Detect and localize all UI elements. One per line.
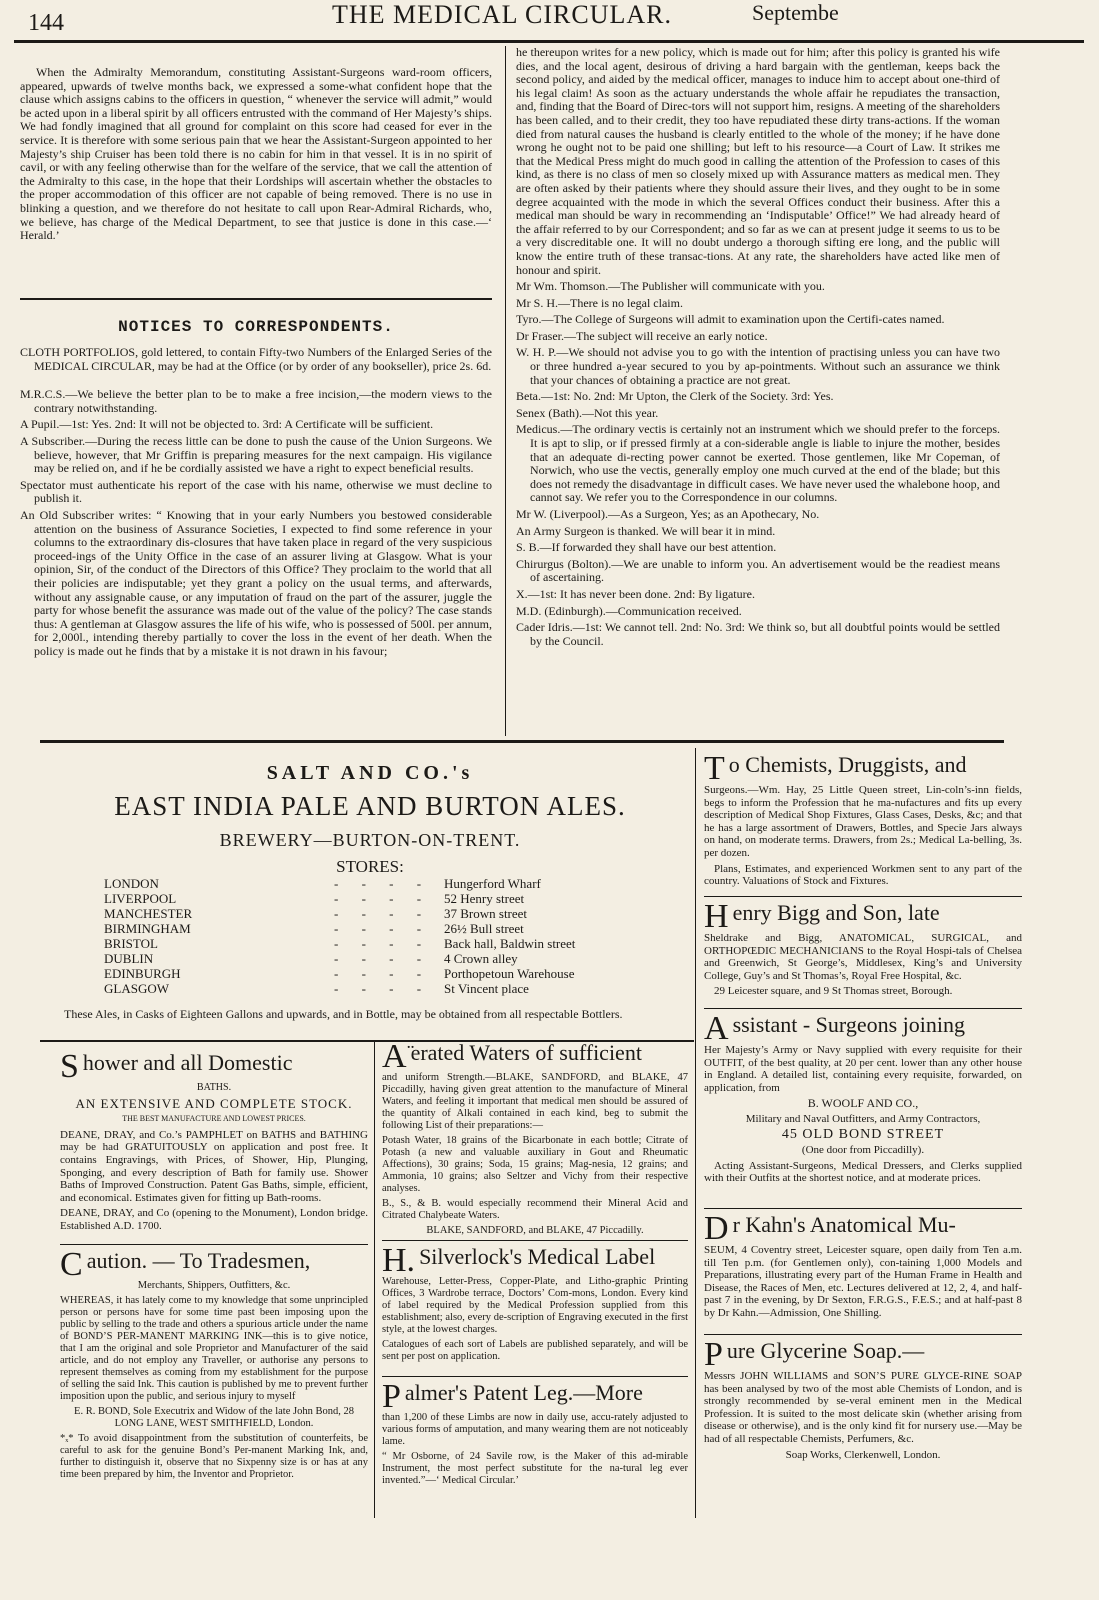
notice-item: M.D. (Edinburgh).—Communication received. <box>516 603 742 618</box>
notice-item: An Army Surgeon is thanked. We will bear it in mind. <box>516 523 776 538</box>
drop-cap: P <box>382 1378 401 1415</box>
portfolio-notice: CLOTH PORTFOLIOS, gold lettered, to contain Fifty-two Numbers of the Enlarged Series of the MEDICAL CIRCULAR, may be had at the Office (or by order of any bookseller), price 2s. 6d. <box>20 345 492 373</box>
column-divider <box>505 46 506 736</box>
store-row: DUBLIN - - - - 4 Crown alley <box>104 951 518 966</box>
ad-rule <box>60 1244 368 1245</box>
store-row: MANCHESTER - - - - 37 Brown street <box>104 906 528 921</box>
assistant-surgeons-ad <box>704 1012 1022 1188</box>
notice-item: Senex (Bath).—Not this year. <box>516 405 659 420</box>
advertisement-rule <box>40 740 1004 743</box>
assistant-ad-title: ssistant - Surgeons joining <box>732 1012 966 1037</box>
notice-item: X.—1st: It has never been done. 2nd: By ligature. <box>516 586 755 601</box>
header-rule <box>14 40 1084 43</box>
shower-ad-title: hower and all Domestic <box>82 1050 293 1075</box>
store-row: EDINBURGH - - - - Porthopetoun Warehouse <box>104 966 575 981</box>
notice-item: Beta.—1st: No. 2nd: Mr Upton, the Clerk of the Society. 3rd: Yes. <box>516 389 834 404</box>
silverlock-ad-body: Warehouse, Letter-Press, Copper-Plate, and Litho-graphic Printing Offices, 3 Wardrobe terrace, Doctors’ Com-mons, London. Every kind of label required by the Medical Profession supplied from this establishment; also, every de-scription of Engraving executed in the first style, at the lowest charges. Catalogues of each sort of Labels are published separately, and will be sent per post on application. <box>382 1276 688 1362</box>
aerated-waters-ad <box>382 1040 688 1240</box>
notice-item: M.R.C.S.—We believe the better plan to be to make a free incision,—the modern views to the contrary notwithstanding. <box>20 387 492 415</box>
salt-ad-subtitle: EAST INDIA PALE AND BURTON ALES. <box>114 791 626 821</box>
notice-item: Dr Fraser.—The subject will receive an early notice. <box>516 328 768 343</box>
silverlock-ad-title: Silverlock's Medical Label <box>419 1244 656 1269</box>
bigg-ad-body: Sheldrake and Bigg, ANATOMICAL, SURGICAL, and ORTHOPŒDIC MECHANICIANS to the Royal Hospi-tals of Chelsea and Greenwich, St George’s, Middlesex, King’s and University College, Guy’s and St Thomas’s, Royal Free Hospital, &c. 29 Leicester square, and 9 St Thomas street, Borough. <box>704 932 1022 998</box>
ad-column-divider <box>695 748 696 1518</box>
notices-left-column <box>20 346 492 661</box>
drop-cap: A <box>704 1010 729 1047</box>
drop-cap: P <box>704 1336 723 1373</box>
drop-cap: S <box>60 1048 79 1085</box>
stores-list <box>104 876 684 996</box>
store-row: BIRMINGHAM - - - - 26½ Bull street <box>104 921 524 936</box>
salt-ad <box>60 762 680 877</box>
drop-cap: H. <box>382 1242 416 1279</box>
salt-ad-brewery: BREWERY—BURTON-ON-TRENT. <box>219 830 521 850</box>
notice-item: Cader Idris.—1st: We cannot tell. 2nd: No. 3rd: We think so, but all doubtful points would be settled by the Council. <box>516 620 1000 648</box>
silverlock-ad <box>382 1244 688 1366</box>
notice-item: A Pupil.—1st: Yes. 2nd: It will not be objected to. 3rd: A Certificate will be sufficient. <box>20 417 434 432</box>
kahn-ad <box>704 1212 1022 1320</box>
ad-rule <box>704 1208 1022 1209</box>
caution-ad-title: aution. — To Tradesmen, <box>86 1248 311 1273</box>
palmer-ad <box>382 1380 688 1490</box>
article-rule <box>20 298 492 300</box>
drop-cap: C <box>60 1246 83 1283</box>
notice-item: S. B.—If forwarded they shall have our best attention. <box>516 540 777 555</box>
drop-cap: T <box>704 750 725 787</box>
glycerine-ad <box>704 1338 1022 1464</box>
notice-continuation: he thereupon writes for a new policy, which is made out for him; after this policy is granted his wife dies, and the local agent, desirous of driving a hard bargain with the gentleman, keeps back the second policy, and aided by the medical officer, manages to induce him to accept about one-third of his legal claim! As soon as the actuary understands the whole affair he repudiates the transaction, and, finding that the Board of Direc-tors will not support him, resigns. A meeting of the shareholders has been called, and to their credit, they too have repudiated these dirty trans-actions. If the woman died from natural causes the husband is clearly entitled to the whole of the money; if he have done wrong he ought not to be paid one shilling; but left to his resource—a Court of Law. It strikes me that the Medical Press might do much good in calling the attention of the Profession to cases of this kind, as there is no class of men so closely mixed up with Assurance matters as medical men. They are often asked by their patients where they should assure their lives, and they ought to be in some degree acquainted with the mode in which the several Offices conduct their business. After this a medical man should be wary in recommending an ‘Indisputable’ Office!” We had already heard of the affair referred to by our Correspondent; and so far as we can at present judge it seems to us to be a very discreditable one. It will no doubt undergo a thorough sifting ere long, and the public will know the entire truth of these transac-tions. At any rate, the shareholders have acted like men of honour and spirit. <box>516 45 1000 277</box>
notice-item: Mr W. (Liverpool).—As a Surgeon, Yes; as an Apothecary, No. <box>516 507 820 521</box>
glycerine-ad-body: Messrs JOHN WILLIAMS and SON’S PURE GLYCE-RINE SOAP has been analysed by two of the most able Chemists of London, and is strongly recommended by se-veral eminent men in the Medical Profession. It is suited to the most delicate skin (whether arising from disease or otherwise), and is the only kind fit for nursery use.—May be had of all respectable Chemists, Perfumers, &c. Soap Works, Clerkenwell, London. <box>704 1370 1022 1461</box>
notice-item: Mr Wm. Thomson.—The Publisher will communicate with you. <box>516 279 825 294</box>
kahn-ad-title: r Kahn's Anatomical Mu- <box>732 1212 956 1237</box>
chemists-ad <box>704 752 1022 891</box>
palmer-ad-body: than 1,200 of these Limbs are now in daily use, accu-rately adjusted to various forms of amputation, and many wearing them are not noticeably lame. “ Mr Osborne, of 24 Savile row, is the Maker of this ad-mirable Instrument, the most perfect substitute for the na-tural leg ever invented.”—‘ Medical Circular.’ <box>382 1412 688 1486</box>
store-row: LONDON - - - - Hungerford Wharf <box>104 876 541 891</box>
ad-rule <box>704 1334 1022 1335</box>
notices-right-column <box>516 46 1000 651</box>
salt-ad-footer: These Ales, in Casks of Eighteen Gallons and upwards, and in Bottle, may be obtained from all respectable Bottlers. <box>64 1007 623 1021</box>
drop-cap: H <box>704 898 729 935</box>
ad-rule <box>382 1240 688 1241</box>
store-row: BRISTOL - - - - Back hall, Baldwin street <box>104 936 576 951</box>
shower-ad <box>60 1050 368 1236</box>
ad-rule <box>382 1376 688 1377</box>
salt-ad-stores-label: STORES: <box>336 857 404 876</box>
notice-item: Tyro.—The College of Surgeons will admit to examination upon the Certifi-cates named. <box>516 312 945 327</box>
shower-ad-body: BATHS. AN EXTENSIVE AND COMPLETE STOCK. THE BEST MANUFACTURE AND LOWEST PRICES. DEANE, DRAY, and Co.’s PAMPHLET on BATHS and BATHING may be had GRATUITOUSLY on application and post free. It contains Engravings, with Prices, of Shower, Hip, Plunging, Sponging, and every description of Bath for family use. Shower Baths of Improved Construction. Patent Gas Baths, simple, efficient, and economical. Estimates given for fitting up Bath-rooms. DEANE, DRAY, and Co (opening to the Monument), London bridge. Established A.D. 1700. <box>60 1082 368 1232</box>
chemists-ad-title: o Chemists, Druggists, and <box>728 752 967 777</box>
bigg-ad <box>704 900 1022 1001</box>
bigg-ad-title: enry Bigg and Son, late <box>732 900 940 925</box>
notice-item: A Subscriber.—During the recess little can be done to push the cause of the Union Surgeons. We believe, however, that Mr Griffin is preparing measures for the next campaign. His vigilance may be relied on, and if he be cordially assisted we have a right to expect beneficial results. <box>20 433 492 476</box>
aerated-ad-body: and uniform Strength.—BLAKE, SANDFORD, and BLAKE, 47 Piccadilly, having given great attention to the manufacture of Mineral Waters, and feeling it important that medical men should be assured of the quantity of Alkali contained in each kind, beg to submit the following List of their preparations:— Potash Water, 18 grains of the Bicarbonate in each bottle; Citrate of Potash (a new and valuable auxiliary in Gout and Rheumatic Affections), 30 grains; Soda, 15 grains; Mag-nesia, 12 grains; and Ammonia, 10 grains; also Seltzer and Vichy from their respective analyses. B., S., & B. would especially recommend their Mineral Acid and Citrated Chalybeate Waters. BLAKE, SANDFORD, and BLAKE, 47 Piccadilly. <box>382 1072 688 1236</box>
notice-item: Mr S. H.—There is no legal claim. <box>516 295 683 310</box>
masthead-date: Septembe <box>752 0 839 25</box>
caution-ad-body: Merchants, Shippers, Outfitters, &c. WHEREAS, it has lately come to my knowledge that some unprincipled person or persons have for some time past been imposing upon the public by selling to the trade and others a spurious article under the name of BOND’S PER-MANENT MARKING INK—this is to give notice, that I am the original and sole Proprietor and Manufacturer of the said article, and do not employ any Traveller, or authorise any persons to represent themselves as coming from my establishment for the purpose of selling the said Ink. This caution is published by me to prevent further imposition upon the public, and serious injury to myself E. R. BOND, Sole Executrix and Widow of the late John Bond, 28 LONG LANE, WEST SMITHFIELD, London. *ₓ* To avoid disappointment from the substitution of counterfeits, be careful to ask for the genuine Bond’s Per-manent Marking Ink, and, further to distinguish it, observe that no Sixpenny size is or has at any time been prepared by him, the Inventor and Proprietor. <box>60 1280 368 1480</box>
notices-heading: NOTICES TO CORRESPONDENTS. <box>118 318 394 336</box>
page-number: 144 <box>28 10 64 36</box>
drop-cap: D <box>704 1210 729 1247</box>
glycerine-ad-title: ure Glycerine Soap.— <box>726 1338 925 1363</box>
masthead-title: THE MEDICAL CIRCULAR. <box>332 0 672 29</box>
admiralty-article: When the Admiralty Memorandum, constituting Assistant-Surgeons ward-room officers, appeared, upwards of twelve months back, we expressed a some-what confident hope that the clause which assigns cabins to the officers in question, “ whenever the service will admit,” would be acted upon in a liberal spirit by all officers entrusted with the command of Her Majesty’s ships. We had fondly imagined that all ground for complaint on this score had ceased for ever in the service. It is therefore with some serious pain that we hear the Assistant-Surgeon appointed to her Majesty’s ship Cruiser has been told there is no cabin for him in that vessel. It is in no spirit of cavil, or with any feeling otherwise than for the welfare of the service, that we call the attention of the Admiralty to this case, in the hope that their Lordships will ascertain whether the obstacles to the proper accommodation of this officer are not capable of being removed. There is no use in blinking a question, and we therefore do not hesitate to call upon Rear-Admiral Richards, who, we believe, has charge of the Medical Department, to see that justice is done in this case.—‘ Herald.’ <box>20 65 492 243</box>
palmer-ad-title: almer's Patent Leg.—More <box>404 1380 643 1405</box>
kahn-ad-body: SEUM, 4 Coventry street, Leicester square, open daily from Ten a.m. till Ten p.m. (for Gentlemen only), con-taining 1,000 Models and Preparations, illustrating every part of the Human Frame in Health and Disease, the Races of Men, etc. Lectures delivered at 12, 2, 4, and half-past 7 in the evening, by Dr Sexton, F.R.G.S., F.E.S.; and at half-past 8 by Dr Kahn.—Admission, One Shilling. <box>704 1244 1022 1319</box>
ad-rule <box>704 1008 1022 1009</box>
store-row: GLASGOW - - - - St Vincent place <box>104 981 529 996</box>
notice-item: Medicus.—The ordinary vectis is certainly not an instrument which we should prefer to the forceps. It is apt to slip, or if pressed firmly at a con-siderable angle is liable to injure the mother, besides that an adequate di-recting power cannot be exerted. Those gentlemen, like Mr Copeman, of Norwich, who use the vectis, generally employ one much curved at the end of the blade; but this does not remedy the disadvantage in difficult cases. We have never used the whalebone hoop, and cannot say. We refer you to the Correspondence in our columns. <box>516 422 1000 505</box>
drop-cap: A <box>382 1038 407 1075</box>
notice-item: Chirurgus (Bolton).—We are unable to inform you. An advertisement would be the readiest means of ascertaining. <box>516 556 1000 585</box>
notice-item: An Old Subscriber writes: “ Knowing that in your early Numbers you bestowed considerable attention on the business of Assurance Societies, I expected to find some reference in your columns to the extraordinary dis-closures that have taken place in regard of the very suspicious proceed-ings of the Unity Office in the case of an assurer living at Glasgow. What is your opinion, Sir, of the conduct of the Directors of this Office? They proclaim to the world that all their policies are indisputable; yet they grant a policy on the usual terms, and afterwards, without any assignable cause, or any imputation of fraud on the part of the assurer, juggle the party for whose benefit the assurance was made out of the value of the policy? The case stands thus: A gentleman at Glasgow assures the life of his wife, who is possessed of 500l. per annum, for 2,000l., intending thereby partially to cover the loss in the event of her death. When the policy is made out he finds that by a mistake it is not drawn in his favour; <box>20 507 492 658</box>
aerated-ad-title: ̈erated Waters of sufficient <box>410 1040 642 1065</box>
store-row: LIVERPOOL - - - - 52 Henry street <box>104 891 525 906</box>
caution-ad <box>60 1248 368 1484</box>
ad-column-divider <box>374 1040 375 1518</box>
notice-item: W. H. P.—We should not advise you to go with the intention of practising unless you can have two or three hundred a-year secured to you by ap-pointments. Without such an assurance we think that your chances of obtaining a practice are not great. <box>516 345 1000 387</box>
assistant-ad-body: Her Majesty’s Army or Navy supplied with every requisite for their OUTFIT, of the best quality, at 20 per cent. lower than any other house in England. A detailed list, containing every requisite, forwarded, on application, from B. WOOLF AND CO., Military and Naval Outfitters, and Army Contractors, 45 OLD BOND STREET (One door from Piccadilly). Acting Assistant-Surgeons, Medical Dressers, and Clerks supplied with their Outfits at the shortest notice, and at moderate prices. <box>704 1044 1022 1185</box>
ad-rule <box>704 896 1022 897</box>
notice-item: Spectator must authenticate his report of the case with his name, otherwise we must decline to publish it. <box>20 477 492 506</box>
salt-ad-title: SALT AND CO.'s <box>266 762 474 784</box>
chemists-ad-body: Surgeons.—Wm. Hay, 25 Little Queen street, Lin-coln’s-inn fields, begs to inform the Profession that he ma-nufactures and fits up every description of Medical Shop Fixtures, Glass Cases, Desks, &c; and that he has a large assortment of Drawers, Bottles, and Specie Jars always on hand, on moderate terms. Drawers, from 2s.; Medical La-belling, 3s. per dozen. Plans, Estimates, and experienced Workmen sent to any part of the country. Valuations of Stock and Fixtures. <box>704 784 1022 888</box>
